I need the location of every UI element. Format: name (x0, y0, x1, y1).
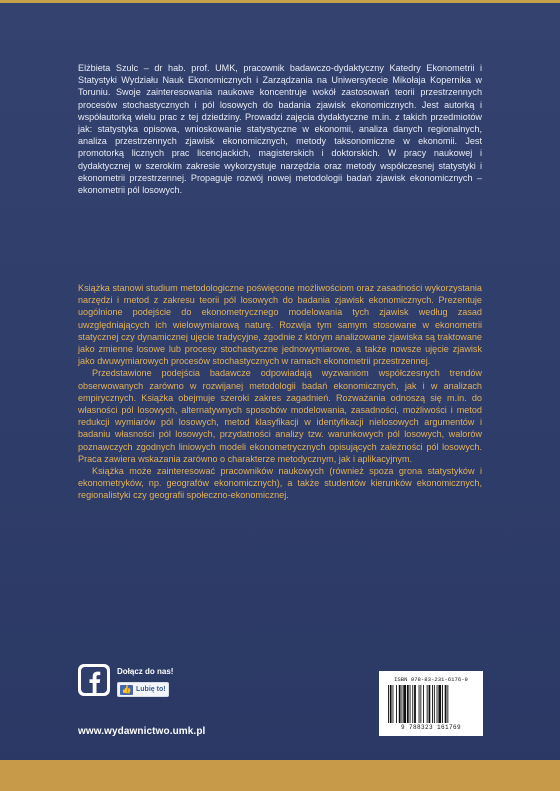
description-paragraph-2: Przedstawione podejścia badawcze odpowiadają wyzwaniom współczesnych trendów obserwowanych zarówno w rozwijanej metodologii badań ekonomicznych, jak i w analizach empirycznych. Książka obejmuje szeroki zakres zagadnień. Rozważania odnoszą się m.in. do własności pól losowych, alternatywnych sposobów modelowania, zasadności, możliwości i metod redukcji wymiarów pól losowych, metod klasyfikacji w identyfikacji nielosowych argumentów i badaniu własności pól losowych, przydatności analizy tzw. warunkowych pól losowych, walorów poznawczych zgodnych liniowych modeli ekonometrycznych opisujących zależności pól losowych. Praca zawiera wskazania zarówno o charakterze metodycznym, jak i aplikacyjnym. (78, 368, 482, 464)
footer-band (0, 760, 560, 791)
facebook-icon[interactable] (78, 664, 110, 696)
description-paragraph-3: Książka może zainteresować pracowników naukowych (również spoza grona statystyków i ekonometryków, np. geografów ekonomicznych), a także studentów kierunków ekonomicznych, regionalistyki czy geografii społeczno-ekonomicznej. (78, 466, 482, 501)
barcode-number: 9 788323 161769 (400, 724, 461, 731)
description-paragraph-1: Książka stanowi studium metodologiczne poświęcone możliwościom oraz zasadności wykorzystania narzędzi i metod z zakresu teorii pól losowych do badania zjawisk ekonomicznych. Prezentuje uogólnione podejście do ekonometrycznego modelowania tych zjawisk według zasad uwzględniających ich wielowymiarową naturę. Rozwija tym samym stosowane w ekonometrii statycznej czy dynamicznej ujęcie tradycyjne, zgodnie z którym analizowane zjawiska są traktowane jako zmienne losowe lub procesy stochastyczne jednowymiarowe, a także nowsze ujęcie zjawisk jako dwuwymiarowych procesów stochastycznych w ramach ekonometrii przestrzennej. (78, 283, 482, 367)
join-us-label: Dołącz do nas! (117, 667, 174, 676)
author-bio: Elżbieta Szulc – dr hab. prof. UMK, pracownik badawczo-dydaktyczny Katedry Ekonometrii i Statystyki Wydziału Nauk Ekonomicznych i Zarządzania na Uniwersytecie Mikołaja Kopernika w Toruniu. Swoje zainteresowania naukowe koncentruje wokół zastosowań teorii przestrzennych procesów stochastycznych i pól losowych do badania zjawisk ekonomicznych. Jest autorką i współautorką wielu prac z tej dziedziny. Prowadzi zajęcia dydaktyczne m.in. z takich przedmiotów jak: statystyka opisowa, wnioskowanie statystyczne w ekonomii, analiza danych regionalnych, analiza przestrzennych zjawisk ekonomicznych, metody taksonomiczne w ekonomii. Jest promotorką licznych prac licencjackich, magisterskich i doktorskich. W pracy naukowej i dydaktycznej w szerokim zakresie wykorzystuje narzędzia oraz metody współczesnej statystyki i ekonometrii przestrzennej. Propaguje rozwój nowej metodologii badań zjawisk ekonomicznych – ekonometrii pól losowych. (78, 63, 482, 196)
thumbs-up-icon: 👍 (121, 685, 132, 694)
isbn-barcode (379, 671, 483, 736)
like-label: Lubię to! (136, 686, 166, 693)
book-description (78, 282, 482, 502)
barcode-bars (388, 685, 475, 723)
isbn-label: ISBN 978-83-231-6176-9 (394, 676, 468, 683)
top-rule (0, 0, 560, 3)
publisher-website[interactable]: www.wydawnictwo.umk.pl (78, 726, 206, 737)
like-button[interactable] (117, 682, 169, 697)
